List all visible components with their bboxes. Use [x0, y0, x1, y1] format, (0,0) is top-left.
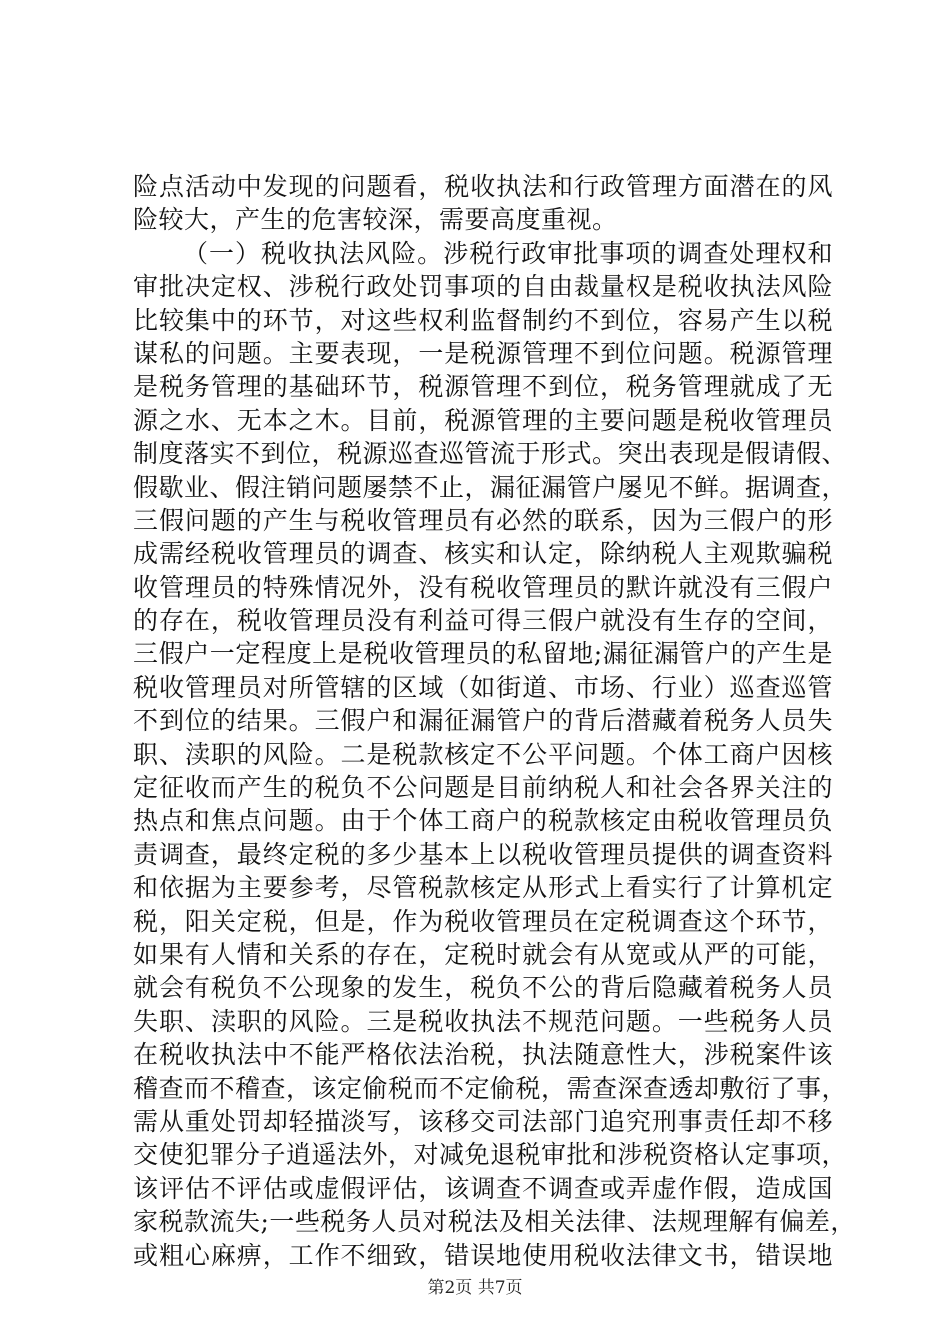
- text-line: 审批决定权、涉税行政处罚事项的自由裁量权是税收执法风险: [133, 272, 833, 302]
- text-line: 三假问题的产生与税收管理员有必然的联系，因为三假户的形: [133, 505, 833, 535]
- text-line: 制度落实不到位，税源巡查巡管流于形式。突出表现是假请假、: [133, 439, 848, 469]
- text-line: 险点活动中发现的问题看，税收执法和行政管理方面潜在的风: [133, 172, 833, 201]
- text-line: 收管理员的特殊情况外，没有税收管理员的默许就没有三假户: [133, 572, 833, 602]
- text-line: 就会有税负不公现象的发生，税负不公的背后隐藏着税务人员: [133, 973, 833, 1003]
- text-line: 税，阳关定税，但是，作为税收管理员在定税调查这个环节，: [133, 906, 833, 936]
- text-line: 和依据为主要参考，尽管税款核定从形式上看实行了计算机定: [133, 873, 833, 903]
- text-line: 稽查而不稽查，该定偷税而不定偷税，需查深查透却敷衍了事，: [133, 1073, 848, 1103]
- text-line: 税收管理员对所管辖的区域（如街道、市场、行业）巡查巡管: [133, 672, 833, 702]
- text-line: 责调查，最终定税的多少基本上以税收管理员提供的调查资料: [133, 839, 833, 869]
- text-line: 的存在，税收管理员没有利益可得三假户就没有生存的空间，: [133, 606, 833, 636]
- text-line: 或粗心麻痹，工作不细致，错误地使用税收法律文书，错误地: [133, 1240, 833, 1270]
- text-line: 成需经税收管理员的调查、核实和认定，除纳税人主观欺骗税: [133, 539, 833, 569]
- text-line: 家税款流失;一些税务人员对税法及相关法律、法规理解有偏差，: [133, 1207, 856, 1237]
- text-line: 职、渎职的风险。二是税款核定不公平问题。个体工商户因核: [133, 739, 833, 769]
- text-line: 险较大，产生的危害较深，需要高度重视。: [133, 205, 618, 235]
- text-line: 假歇业、假注销问题屡禁不止，漏征漏管户屡见不鲜。据调查，: [133, 472, 848, 502]
- text-line: 如果有人情和关系的存在，定税时就会有从宽或从严的可能，: [133, 939, 833, 969]
- text-line: 定征收而产生的税负不公问题是目前纳税人和社会各界关注的: [133, 773, 833, 803]
- text-line: 谋私的问题。主要表现，一是税源管理不到位问题。税源管理: [133, 338, 833, 368]
- page-footer: [0, 1273, 950, 1298]
- paragraph-start-line: （一）税收执法风险。涉税行政审批事项的调查处理权和: [183, 238, 833, 268]
- text-line: 在税收执法中不能严格依法治税，执法随意性大，涉税案件该: [133, 1040, 833, 1070]
- text-line: 源之水、无本之木。目前，税源管理的主要问题是税收管理员: [133, 405, 833, 435]
- text-line: 失职、渎职的风险。三是税收执法不规范问题。一些税务人员: [133, 1006, 833, 1036]
- text-line: 不到位的结果。三假户和漏征漏管户的背后潜藏着税务人员失: [133, 706, 833, 736]
- text-line: 是税务管理的基础环节，税源管理不到位，税务管理就成了无: [133, 372, 833, 402]
- text-line: 交使犯罪分子逍遥法外，对减免退税审批和涉税资格认定事项，: [133, 1140, 848, 1170]
- text-line: 比较集中的环节，对这些权利监督制约不到位，容易产生以税: [133, 305, 833, 335]
- text-line: 需从重处罚却轻描淡写，该移交司法部门追究刑事责任却不移: [133, 1106, 833, 1136]
- text-line: 热点和焦点问题。由于个体工商户的税款核定由税收管理员负: [133, 806, 833, 836]
- text-line: 三假户一定程度上是税收管理员的私留地;漏征漏管户的产生是: [133, 639, 833, 669]
- page-number-label: 第2页 共7页: [427, 1278, 523, 1298]
- text-line: 该评估不评估或虚假评估，该调查不调查或弄虚作假，造成国: [133, 1173, 833, 1203]
- document-body: [133, 170, 856, 1272]
